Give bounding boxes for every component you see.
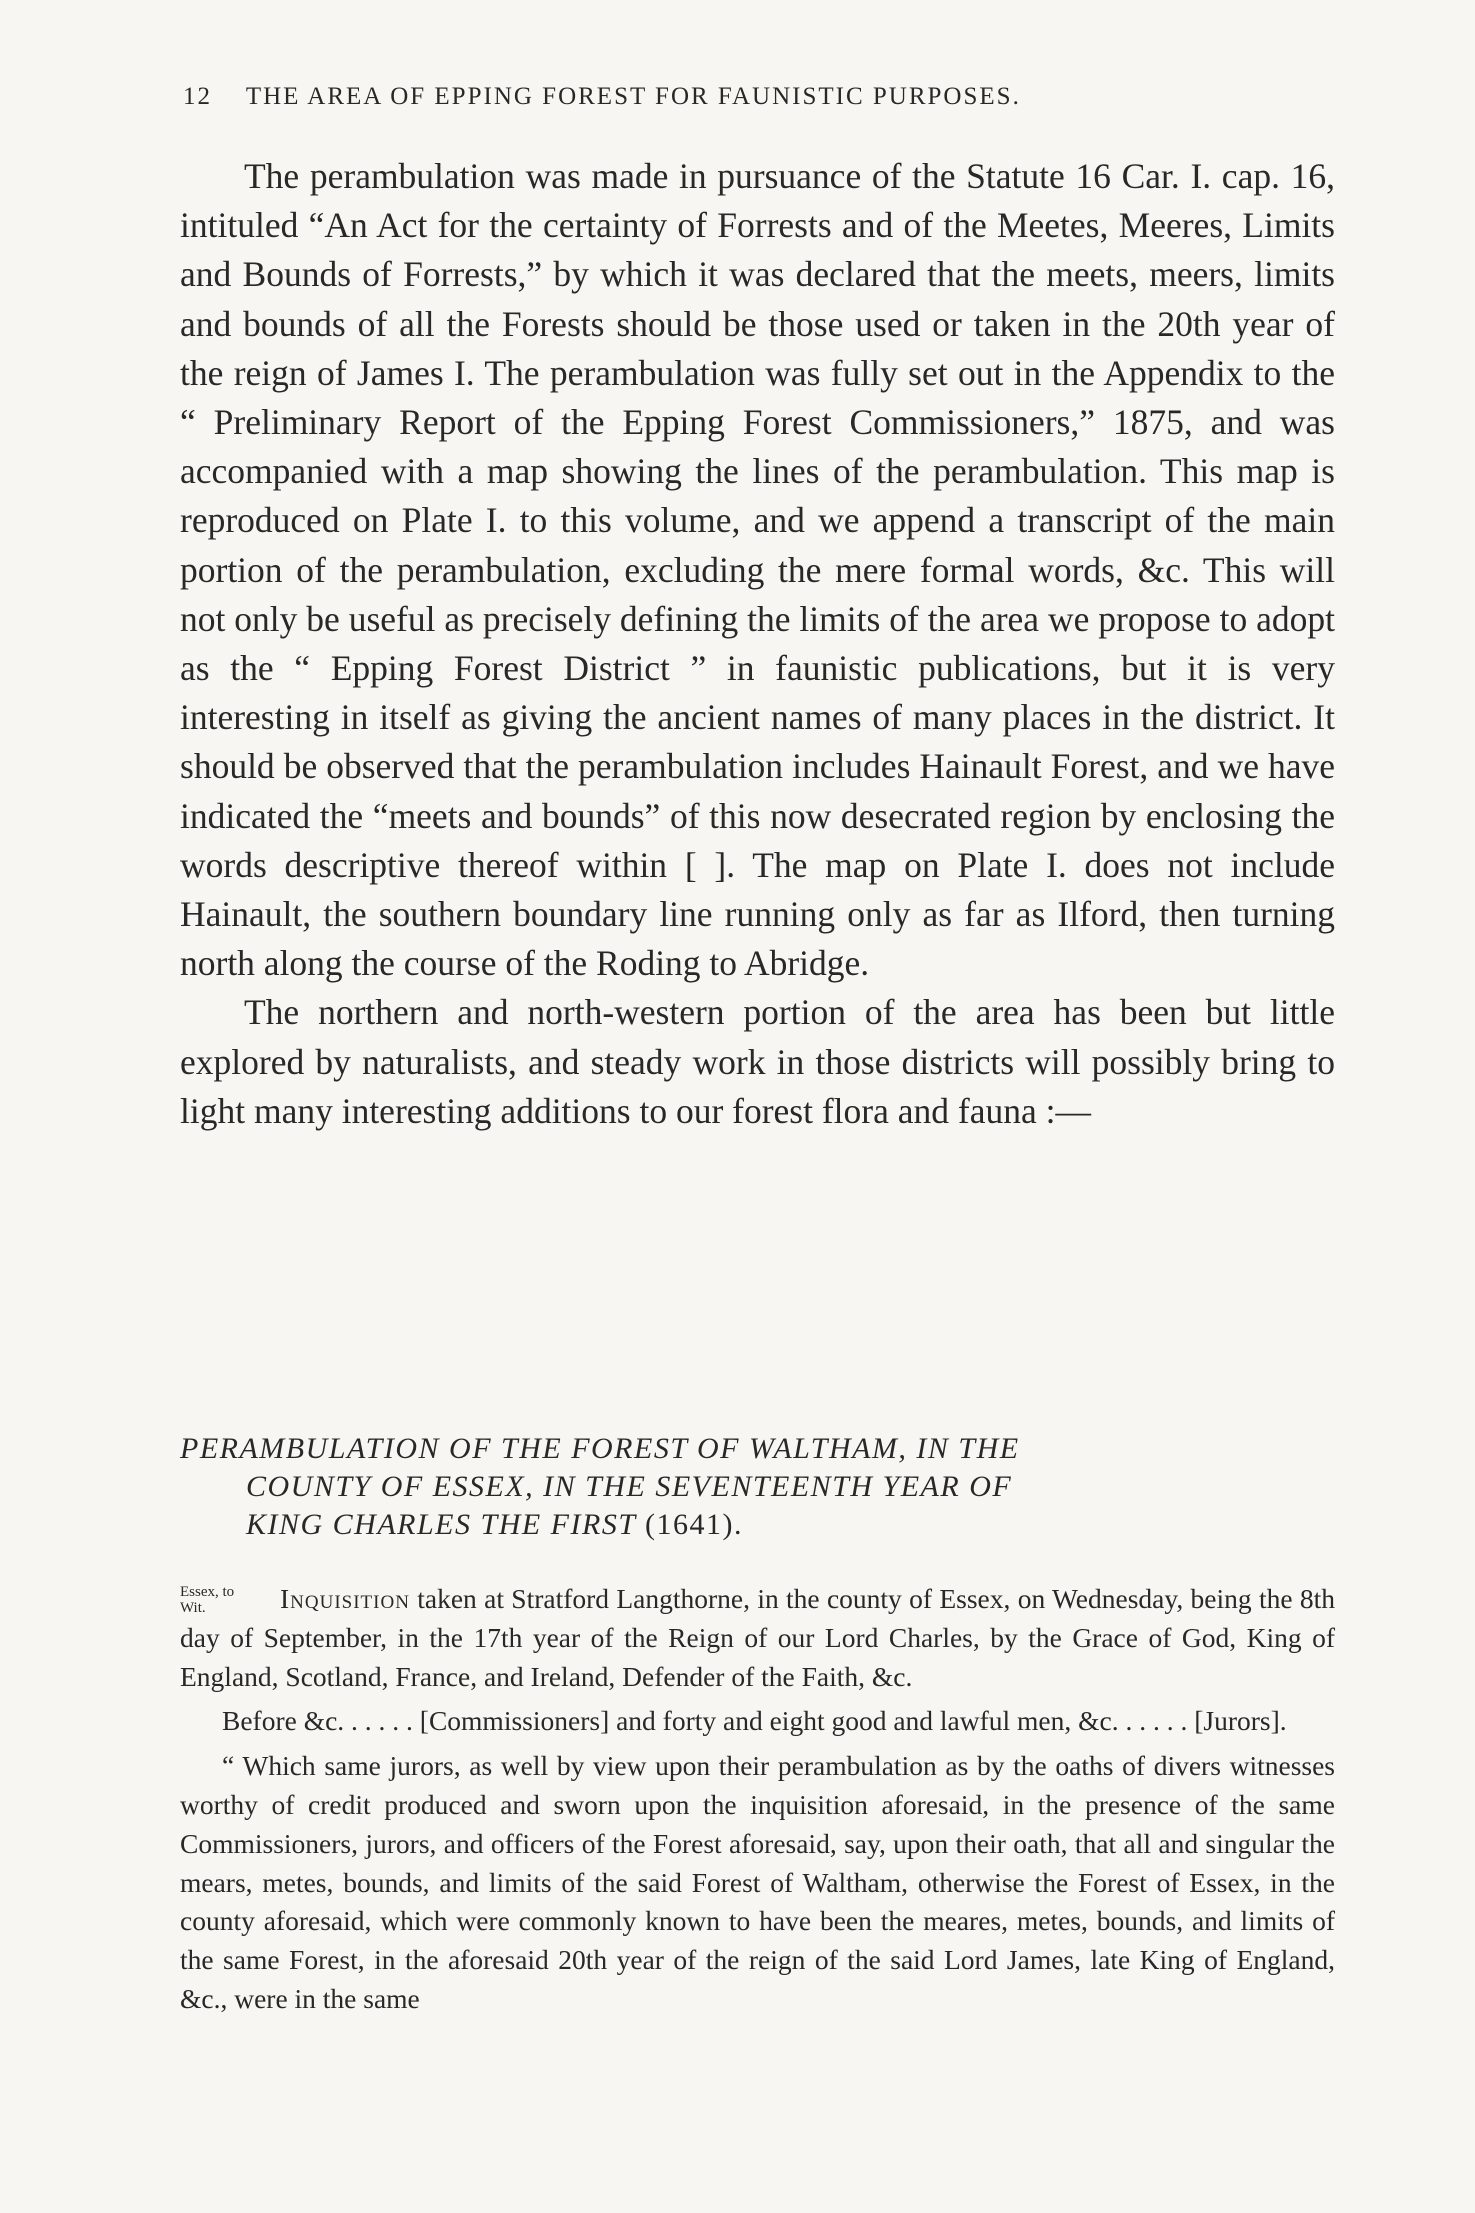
inquisition-paragraph [180,1580,1335,1696]
running-title: THE AREA OF EPPING FOREST FOR FAUNISTIC PURPOSES. [245,83,1021,110]
inquisition-body: taken at Stratford Langthorne, in the county of Essex, on Wednesday, being the 8th day of September, in the 17th year of the Reign of our Lord Charles, by the Grace of God, King of England, Scotland, France, and Ireland, Defender of the Faith, &c. [180,1583,1335,1692]
running-header [183,83,1253,111]
paragraph-perambulation: The perambulation was made in pursuance of the Statute 16 Car. I. cap. 16, intituled “An Act for the certainty of Forrests and of the Meetes, Meeres, Limits and Bounds of Forrests,” by which it was declared that the meets, meers, limits and bounds of all the Forests should be those used or taken in the 20th year of the reign of James I. The perambulation was fully set out in the Appendix to the “ Preliminary Report of the Epping Forest Commissioners,” 1875, and was accompanied with a map showing the lines of the perambulation. This map is reproduced on Plate I. to this volume, and we append a transcript of the main portion of the perambulation, excluding the mere formal words, &c. This will not only be useful as precisely defining the limits of the area we propose to adopt as the “ Epping Forest District ” in faunistic publications, but it is very interesting in itself as giving the ancient names of many places in the district. It should be observed that the perambulation includes Hainault Forest, and we have indicated the “meets and bounds” of this now desecrated region by enclosing the words descriptive thereof within [ ]. The map on Plate I. does not include Hainault, the southern boundary line running only as far as Ilford, then turning north along the course of the Roding to Abridge. [180,156,1335,984]
jurors-quote: “ Which same jurors, as well by view upon their perambulation as by the oaths of divers witnesses worthy of credit produced and sworn upon the inquisition aforesaid, in the presence of the same Commissioners, jurors, and officers of the Forest aforesaid, say, upon their oath, that all and singular the mears, metes, bounds, and limits of the said Forest of Waltham, otherwise the Forest of Essex, in the county aforesaid, which were commonly known to have been the meares, metes, bounds, and limits of the same Forest, in the aforesaid 20th year of the reign of the said Lord James, late King of England, &c., were in the same [180,1750,1335,2014]
inquisition-lead-word: Inquisition [280,1583,410,1614]
before-line: Before &c. . . . . . [Commissioners] and forty and eight good and lawful men, &c. . . . . . [Jurors]. [222,1705,1287,1737]
inquisition-text [180,1580,1335,2019]
margin-note-line-1: Essex, to [180,1584,235,1600]
title-line-3 [180,1506,1335,1544]
paragraph-northern-portion: The northern and north-western portion of the area has been but little explored by naturalists, and steady work in those districts will possibly bring to light many interesting additions to our forest flora and fauna :— [180,992,1335,1131]
title-line-3-text: KING CHARLES THE FIRST [246,1508,636,1541]
perambulation-title [180,1430,1335,1544]
title-line-1: PERAMBULATION OF THE FOREST OF WALTHAM, IN THE [180,1432,1020,1465]
title-line-2: COUNTY OF ESSEX, IN THE SEVENTEENTH YEAR OF [246,1470,1013,1503]
margin-note-line-2: Wit. [180,1600,206,1616]
main-text [180,152,1335,1136]
page-number: 12 [183,83,212,110]
margin-note [180,1584,280,1616]
title-year: (1641). [644,1508,743,1541]
